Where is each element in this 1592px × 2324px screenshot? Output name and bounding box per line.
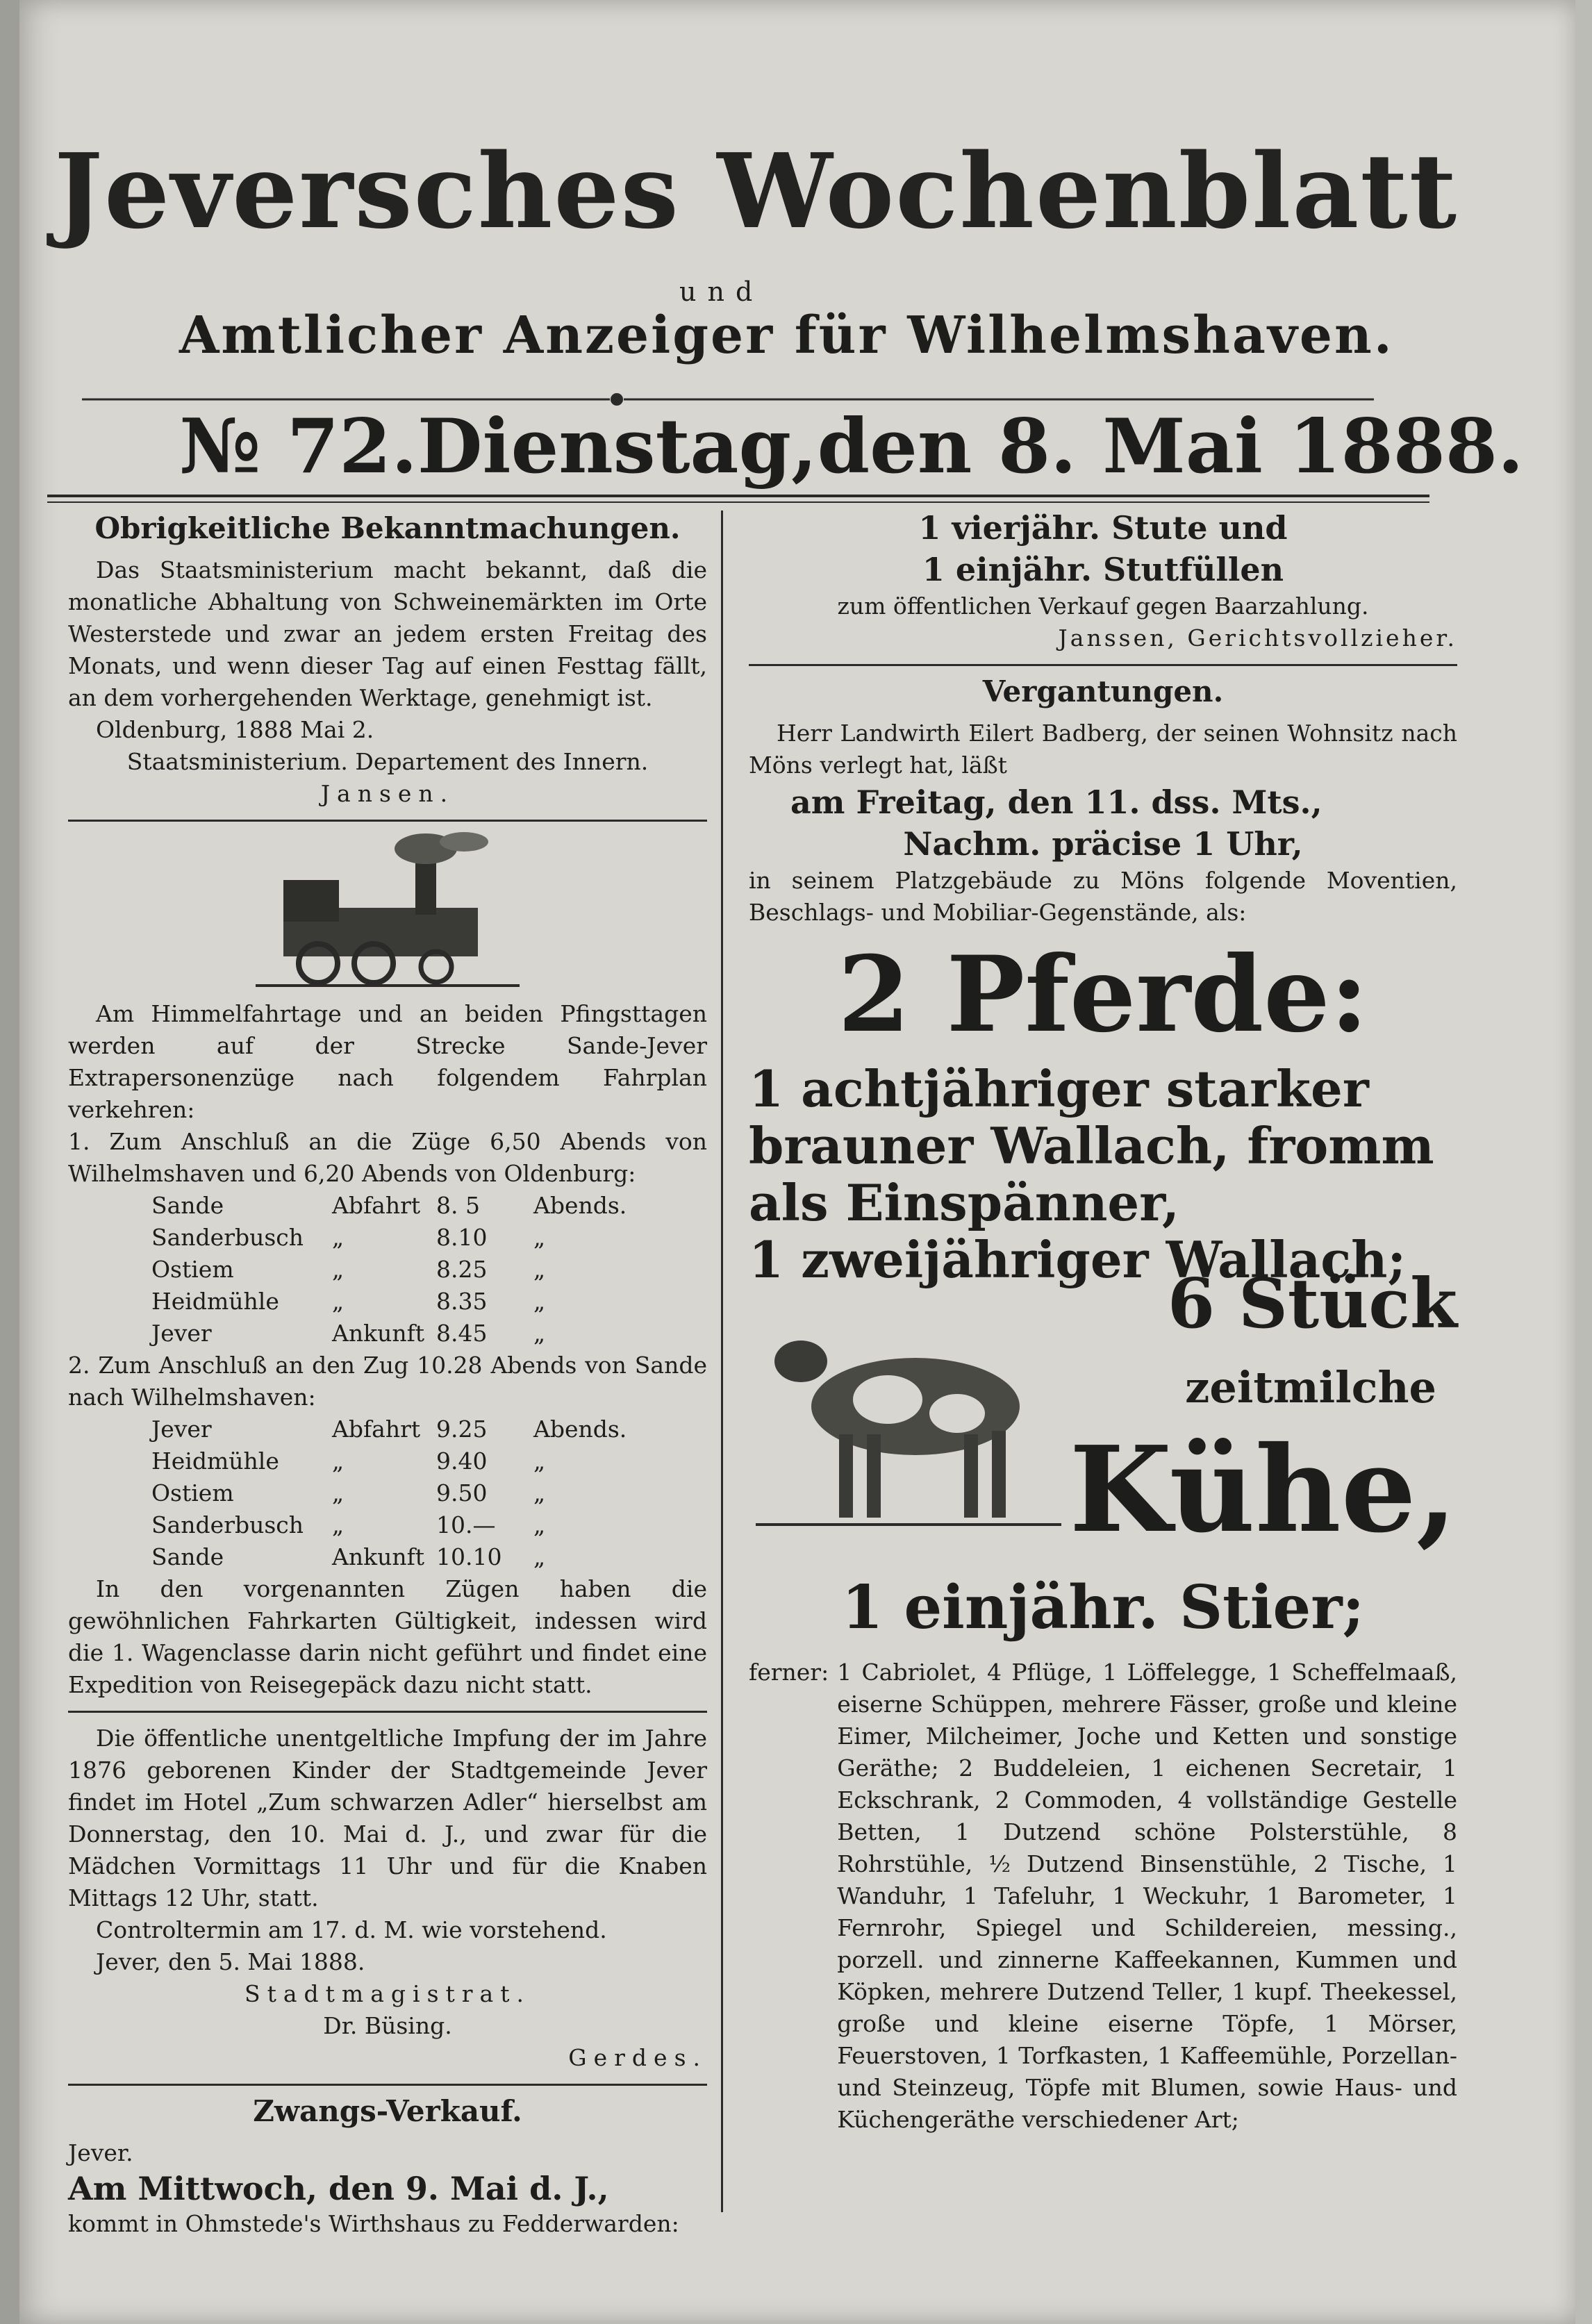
verkauf-line: zum öffentlichen Verkauf gegen Baarzahlung. xyxy=(837,592,1369,620)
timetable-2 xyxy=(151,1413,707,1573)
timetable-cell: 8.45 xyxy=(436,1320,488,1347)
train-note: In den vorgenannten Zügen haben die gewöhnlichen Fahrkarten Gültigkeit, indessen wird die 1. Wagenclasse darin nicht geführt und findet eine Expedition von Reisegepäck dazu nicht statt. xyxy=(68,1575,707,1698)
timetable-cell: „ xyxy=(332,1224,345,1251)
timetable-cell: 9.40 xyxy=(436,1447,488,1475)
header-rule xyxy=(47,495,1429,497)
vergantung-place: in seinem Platzgebäude zu Möns folgende Moventien, Beschlags- und Mobiliar-Gegenstände, als: xyxy=(749,867,1457,926)
timetable-cell: Jever xyxy=(151,1416,212,1443)
zv-date: Am Mittwoch, den 9. Mai d. J., xyxy=(68,2170,609,2207)
timetable-cell: Ankunft xyxy=(332,1320,425,1347)
timetable-cell: Sanderbusch xyxy=(151,1224,304,1251)
ferner-text: 1 Cabriolet, 4 Pflüge, 1 Löffelegge, 1 Scheffelmaaß, eiserne Schüppen, mehrere Fässer, große und kleine Eimer, Milcheimer, Joche und Ketten und sonstige Geräthe; 2 Buddeleien, 1 eichenen Secretair, 1 Eckschrank, 2 Commoden, 4 vollständige Gestelle Betten, 1 Dutzend schöne Polsterstühle, 8 Rohrstühle, ½ Dutzend Binsenstühle, 2 Tische, 1 Wanduhr, 1 Tafeluhr, 1 Weckuhr, 1 Barometer, 1 Fernrohr, Spiegel und Schildereien, messing., porzell. und zinnerne Kaffeekannen, Kummen und Köpken, mehrere Dutzend Teller, 1 kupf. Theekessel, große und kleine eiserne Töpfe, 1 Mörser, Feuerstoven, 1 Torfkasten, 1 Kaffeemühle, Porzellan- und Steinzeug, Töpfe mit Blumen, sowie Haus- und Küchengeräthe verschiedener Art; xyxy=(837,1659,1457,2133)
timetable-cell: 8.25 xyxy=(436,1256,488,1283)
timetable-cell: 9.25 xyxy=(436,1416,488,1443)
impfung-signature-2: Gerdes. xyxy=(568,2044,707,2071)
timetable-cell: Ostiem xyxy=(151,1479,234,1507)
divider xyxy=(68,820,707,822)
timetable-cell: Jever xyxy=(151,1320,212,1347)
timetable-cell: Abfahrt xyxy=(332,1192,421,1219)
ferner-block xyxy=(749,1657,1457,2136)
left-column xyxy=(68,507,707,2240)
stute-line: 1 vierjähr. Stute und xyxy=(918,509,1288,547)
timetable-cell: „ xyxy=(332,1288,345,1315)
masthead-title: Jeversches Wochenblatt xyxy=(54,131,1459,251)
train-intro: Am Himmelfahrtage und an beiden Pfingsttagen werden auf der Strecke Sande-Jever Extrapersonenzüge nach folgendem Fahrplan verkehren: xyxy=(68,1000,707,1123)
divider xyxy=(749,664,1457,666)
timetable-cell: „ xyxy=(533,1447,546,1475)
binding-edge xyxy=(0,0,19,2324)
timetable-cell: „ xyxy=(533,1543,546,1570)
masthead-subtitle: Amtlicher Anzeiger für Wilhelmshaven. xyxy=(179,306,1394,365)
impfung-control: Controltermin am 17. d. M. wie vorstehend. xyxy=(96,1916,607,1943)
stier-heading: 1 einjähr. Stier; xyxy=(841,1572,1365,1643)
timetable-cell: „ xyxy=(332,1447,345,1475)
cattle-block xyxy=(749,1264,1457,1566)
heading-bekanntmachungen: Obrigkeitliche Bekanntmachungen. xyxy=(94,511,681,545)
masthead-und: und xyxy=(679,276,764,307)
timetable-cell: 10.— xyxy=(436,1511,496,1538)
train2-head: 2. Zum Anschluß an den Zug 10.28 Abends von Sande nach Wilhelmshaven: xyxy=(68,1352,707,1411)
timetable-cell: Ostiem xyxy=(151,1256,234,1283)
timetable-cell: Heidmühle xyxy=(151,1288,279,1315)
newspaper-page xyxy=(19,0,1575,2324)
header-rule-thin xyxy=(47,501,1429,503)
timetable-cell: Abends. xyxy=(533,1192,627,1219)
timetable-cell: „ xyxy=(533,1224,546,1251)
impfung-notice: Die öffentliche unentgeltliche Impfung der im Jahre 1876 geborenen Kinder der Stadtgemeinde Jever findet im Hotel „Zum schwarzen Adler“ hierselbst am Donnerstag, den 10. Mai d. J., und zwar für die Mädchen Vormittags 11 Uhr und für die Knaben Mittags 12 Uhr, statt. xyxy=(68,1725,707,1911)
timetable-cell: Sanderbusch xyxy=(151,1511,304,1538)
divider xyxy=(68,2084,707,2086)
timetable-cell: Sande xyxy=(151,1543,224,1570)
timetable-cell: „ xyxy=(533,1320,546,1347)
stueck-heading: 6 Stück xyxy=(1167,1264,1457,1344)
timetable-cell: Abends. xyxy=(533,1416,627,1443)
zv-place: Jever. xyxy=(68,2139,133,2166)
column-divider xyxy=(721,511,723,2212)
timetable-cell: Heidmühle xyxy=(151,1447,279,1475)
timetable-cell: „ xyxy=(332,1479,345,1507)
timetable-cell: „ xyxy=(533,1479,546,1507)
pferde-heading: 2 Pferde: xyxy=(837,933,1369,1056)
impfung-place: Jever, den 5. Mai 1888. xyxy=(96,1948,365,1975)
notice-schweinemarkt: Das Staatsministerium macht bekannt, daß die monatliche Abhaltung von Schweinemärkten im Orte Westerstede und zwar an jedem ersten Freitag des Monats, und wenn dieser Tag auf einen Festtag fällt, an dem vorhergehenden Werktage, genehmigt ist. xyxy=(68,556,707,711)
impfung-authority: Stadtmagistrat. xyxy=(244,1980,531,2007)
dateline xyxy=(179,403,1524,490)
zv-text: kommt in Ohmstede's Wirthshaus zu Fedderwarden: xyxy=(68,2210,679,2237)
heading-zwangsverkauf: Zwangs-Verkauf. xyxy=(253,2094,522,2128)
horse-2: 1 zweijähriger Wallach; xyxy=(749,1230,1407,1289)
weekday: Dienstag, xyxy=(417,403,818,490)
vergantung-intro: Herr Landwirth Eilert Badberg, der seinen Wohnsitz nach Möns verlegt hat, läßt xyxy=(749,720,1457,779)
timetable-cell: „ xyxy=(533,1256,546,1283)
timetable-1 xyxy=(151,1190,707,1350)
cow-icon xyxy=(756,1295,1061,1559)
locomotive-icon xyxy=(242,831,533,991)
timetable-cell: Abfahrt xyxy=(332,1416,421,1443)
train1-head: 1. Zum Anschluß an die Züge 6,50 Abends von Wilhelmshaven und 6,20 Abends von Oldenburg: xyxy=(68,1128,707,1187)
vergantung-time: Nachm. präcise 1 Uhr, xyxy=(903,825,1303,863)
stutfuellen-line: 1 einjähr. Stutfüllen xyxy=(922,551,1284,588)
impfung-signature-1: Dr. Büsing. xyxy=(323,2012,452,2039)
notice-signature: Jansen. xyxy=(320,780,455,807)
notice-place: Oldenburg, 1888 Mai 2. xyxy=(96,716,374,743)
right-column xyxy=(749,507,1457,2136)
timetable-cell: Ankunft xyxy=(332,1543,425,1570)
divider xyxy=(68,1711,707,1713)
issue-date: den 8. Mai 1888. xyxy=(817,403,1524,490)
timetable-cell: 8. 5 xyxy=(436,1192,480,1219)
timetable-cell: 10.10 xyxy=(436,1543,502,1570)
notice-authority: Staatsministerium. Departement des Innern. xyxy=(126,748,649,775)
vergantung-date: am Freitag, den 11. dss. Mts., xyxy=(790,783,1322,821)
timetable-cell: „ xyxy=(332,1256,345,1283)
timetable-cell: 8.35 xyxy=(436,1288,488,1315)
timetable-cell: „ xyxy=(533,1511,546,1538)
timetable-cell: 8.10 xyxy=(436,1224,488,1251)
timetable-cell: „ xyxy=(533,1288,546,1315)
timetable-cell: Sande xyxy=(151,1192,224,1219)
heading-vergantungen: Vergantungen. xyxy=(982,674,1224,708)
zeitmilche-label: zeitmilche xyxy=(1185,1362,1436,1413)
horse-1: 1 achtjähriger starker brauner Wallach, fromm als Einspänner, xyxy=(749,1059,1434,1232)
kuehe-heading: Kühe, xyxy=(1069,1420,1457,1559)
timetable-cell: 9.50 xyxy=(436,1479,488,1507)
timetable-cell: „ xyxy=(332,1511,345,1538)
ferner-label: ferner: xyxy=(749,1659,829,1686)
gerichtsvollzieher-signature: Janssen, Gerichtsvollzieher. xyxy=(1058,624,1457,651)
issue-number: № 72. xyxy=(179,403,417,490)
